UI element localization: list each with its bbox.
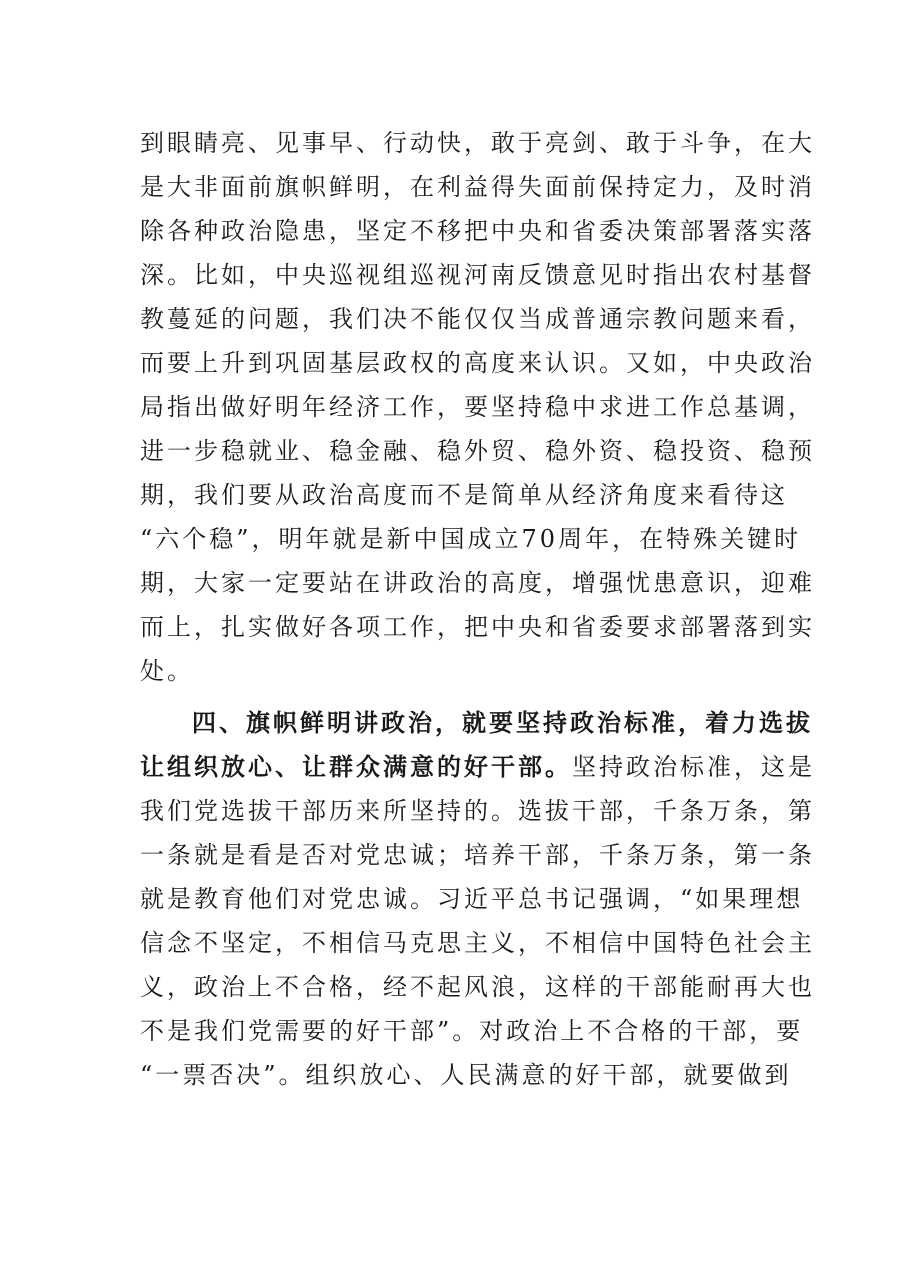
- paragraph-1: [140, 121, 815, 693]
- text-line: 除各种政治隐患，坚定不移把中央和省委决策部署落实落: [140, 217, 815, 245]
- text-line: 一条就是看是否对党忠诚；培养干部，千条万条，第一条: [140, 841, 815, 869]
- text-line: 进一步稳就业、稳金融、稳外贸、稳外资、稳投资、稳预: [140, 437, 815, 465]
- text-line: 到眼睛亮、见事早、行动快，敢于亮剑、敢于斗争，在大: [140, 129, 815, 157]
- text-line: 深。比如，中央巡视组巡视河南反馈意见时指出农村基督: [140, 261, 815, 289]
- text-line: 信念不坚定，不相信马克思主义，不相信中国特色社会主: [140, 929, 815, 957]
- text-span: 坚持政治标准，这是: [572, 753, 815, 781]
- section-heading-continued: 让组织放心、让群众满意的好干部。: [140, 752, 572, 781]
- text-line: [140, 745, 815, 789]
- body-text: [140, 121, 815, 1097]
- text-line: 处。: [140, 657, 194, 685]
- text-line: 义，政治上不合格，经不起风浪，这样的干部能耐再大也: [140, 973, 815, 1001]
- text-line: 教蔓延的问题，我们决不能仅仅当成普通宗教问题来看，: [140, 305, 815, 333]
- text-line: 我们党选拔干部历来所坚持的。选拔干部，千条万条，第: [140, 797, 815, 825]
- text-line: 期，大家一定要站在讲政治的高度，增强忧患意识，迎难: [140, 569, 815, 597]
- text-line: 期，我们要从政治高度而不是简单从经济角度来看待这: [140, 481, 788, 509]
- text-line: “一票否决”。组织放心、人民满意的好干部，就要做到: [140, 1061, 792, 1089]
- text-line: 而要上升到巩固基层政权的高度来认识。又如，中央政治: [140, 349, 815, 377]
- text-line: 而上，扎实做好各项工作，把中央和省委要求部署落到实: [140, 613, 815, 641]
- text-line: 局指出做好明年经济工作，要坚持稳中求进工作总基调，: [140, 393, 815, 421]
- text-line: 就是教育他们对党忠诚。习近平总书记强调，“如果理想: [140, 885, 804, 913]
- section-heading: 四、旗帜鲜明讲政治，就要坚持政治标准，着力选拔: [192, 708, 813, 737]
- paragraph-2: [140, 701, 815, 1097]
- text-line: “六个稳”，明年就是新中国成立70周年，在特殊关键时: [140, 525, 802, 553]
- text-line: 不是我们党需要的好干部”。对政治上不合格的干部，要: [140, 1017, 804, 1045]
- text-line: 是大非面前旗帜鲜明，在利益得失面前保持定力，及时消: [140, 173, 815, 201]
